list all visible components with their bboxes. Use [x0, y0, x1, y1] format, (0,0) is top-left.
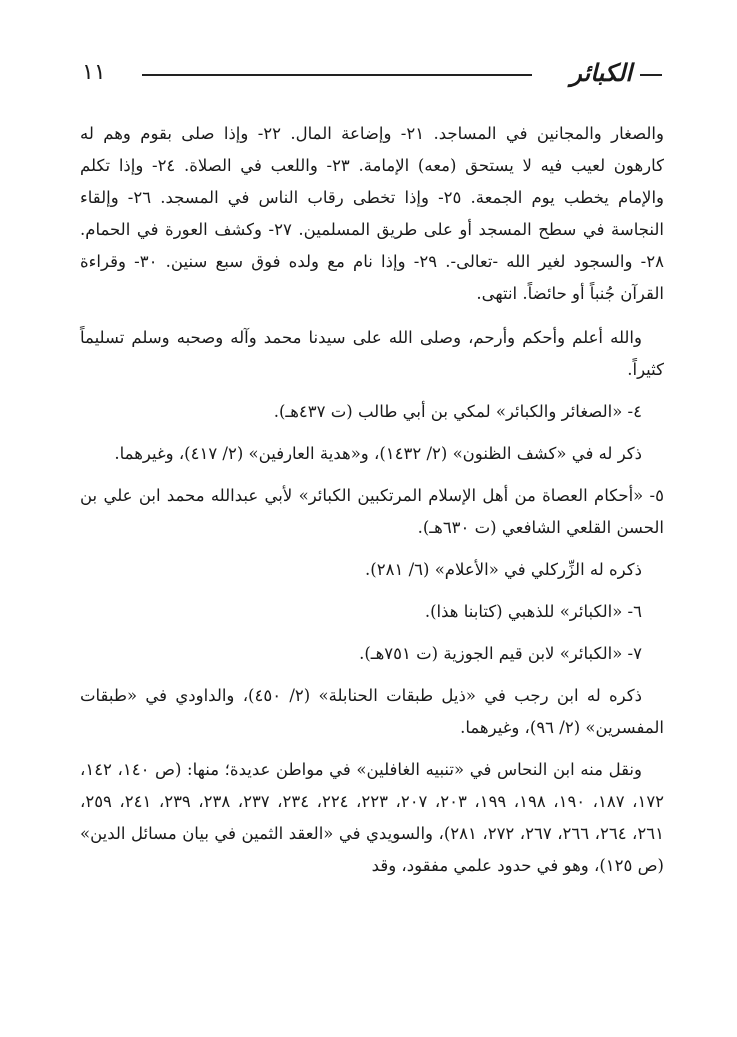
- paragraph-entry-7-reference: ذكره له ابن رجب في «ذيل طبقات الحنابلة» (٢/ ٤٥٠)، والداودي في «طبقات المفسرين» (٢/ ٩٦)، وغيرهما.: [80, 686, 664, 737]
- paragraph-entry-7: ٧- «الكبائر» لابن قيم الجوزية (ت ٧٥١هـ).: [359, 644, 642, 663]
- paragraph-entry-5-reference: ذكره له الزِّركلي في «الأعلام» (٦/ ٢٨١).: [365, 560, 642, 579]
- header-rule: [142, 74, 532, 76]
- paragraph-entry-4: ٤- «الصغائر والكبائر» لمكي بن أبي طالب (ت ٤٣٧هـ).: [273, 402, 642, 421]
- paragraph-major-sins-list: والصغار والمجانين في المساجد. ٢١- وإضاعة المال. ٢٢- وإذا صلى بقوم وهم له كارهون لعيب فيه لا يستحق (معه) الإمامة. ٢٣- واللعب في الصلاة. ٢٤- وإذا تكلم والإمام يخطب يوم الجمعة. ٢٥- وإذا تخطى رقاب الناس في المسجد. ٢٦- وإلقاء النجاسة في سطح المسجد أو على طريق المسلمين. ٢٧- وكشف العورة في الحمام. ٢٨- والسجود لغير الله -تعالى-. ٢٩- وإذا نام مع ولده فوق سبع سنين. ٣٠- وقراءة القرآن جُنباً أو حائضاً. انتهى.: [80, 124, 664, 303]
- page-header: [82, 56, 662, 92]
- paragraph-closing-prayer: والله أعلم وأحكم وأرحم، وصلى الله على سيدنا محمد وآله وصحبه وسلم تسليماً كثيراً.: [80, 328, 664, 379]
- paragraph-entry-4-reference: ذكر له في «كشف الظنون» (٢/ ١٤٣٢)، و«هدية العارفين» (٢/ ٤١٧)، وغيرهما.: [114, 444, 642, 463]
- paragraph-entry-5: ٥- «أحكام العصاة من أهل الإسلام المرتكبين الكبائر» لأبي عبدالله محمد ابن علي بن الحسن القلعي الشافعي (ت ٦٣٠هـ).: [80, 486, 664, 537]
- header-rule-end: [640, 74, 662, 76]
- paragraph-entry-7-citations: ونقل منه ابن النحاس في «تنبيه الغافلين» في مواطن عديدة؛ منها: (ص ١٤٠، ١٤٢، ١٧٢، ١٨٧، ١٩٠، ١٩٨، ١٩٩، ٢٠٣، ٢٠٧، ٢٢٣، ٢٢٤، ٢٣٤، ٢٣٧، ٢٣٨، ٢٣٩، ٢٤١، ٢٥٩، ٢٦١، ٢٦٤، ٢٦٦، ٢٦٧، ٢٧٢، ٢٨١)، والسويدي في «العقد الثمين في بيان مسائل الدين» (ص ١٢٥)، وهو في حدود علمي مفقود، وقد: [80, 760, 665, 875]
- paragraph-entry-6: ٦- «الكبائر» للذهبي (كتابنا هذا).: [424, 602, 642, 621]
- page-body: [80, 118, 664, 882]
- page-number: ١١: [82, 60, 106, 85]
- running-title: الكبائر: [570, 58, 632, 87]
